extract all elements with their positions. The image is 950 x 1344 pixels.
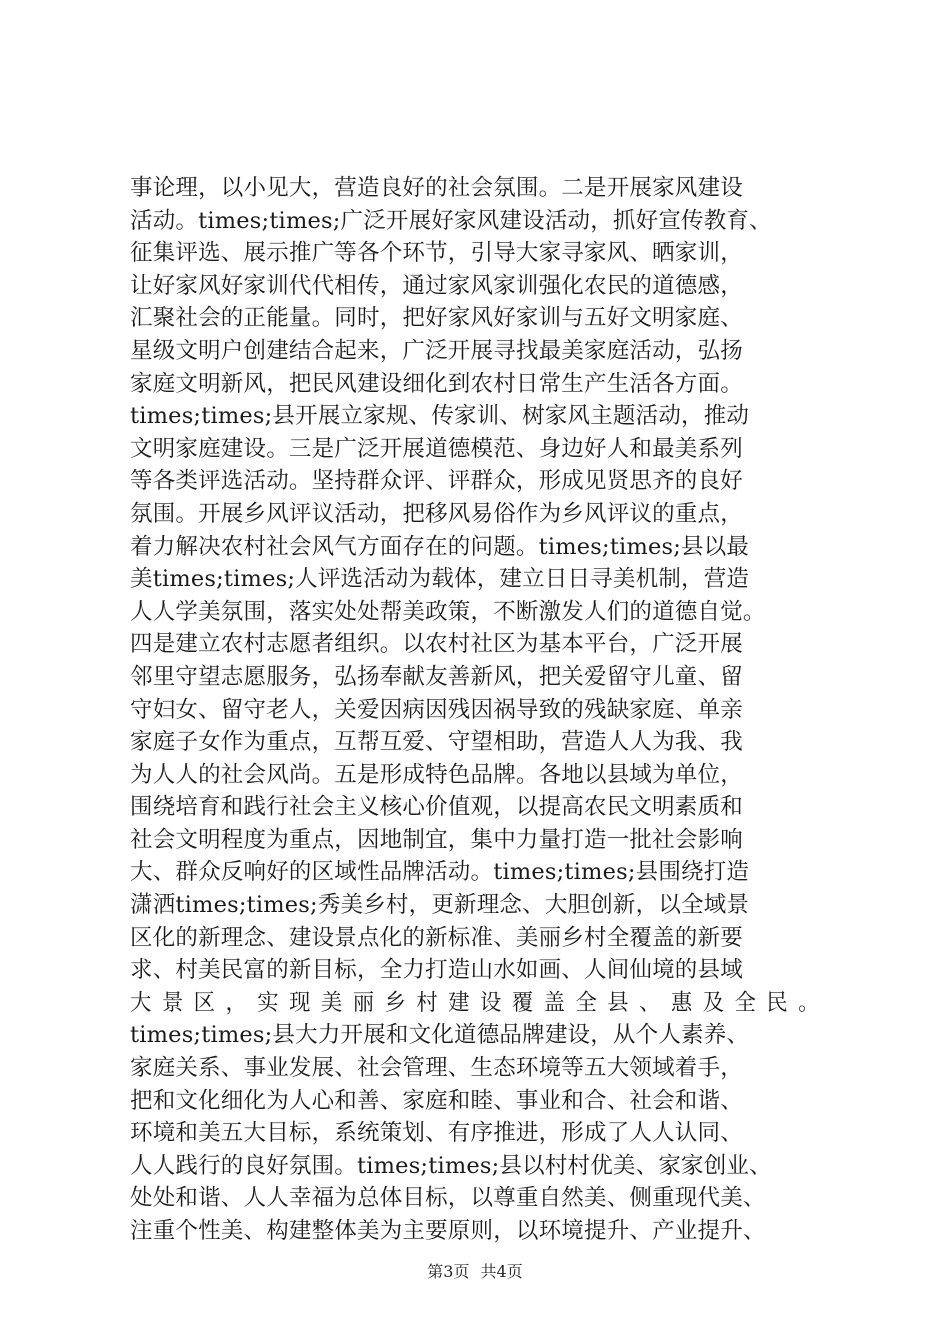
text-line: 求、村美民富的新目标，全力打造山水如画、人间仙境的县域 [130, 957, 743, 984]
text-line: times;times;县大力开展和文化道德品牌建设，从个人素养、 [130, 1022, 750, 1049]
text-line: 社会文明程度为重点，因地制宜，集中力量打造一批社会影响 [130, 826, 743, 853]
text-line: 氛围。开展乡风评议活动，把移风易俗作为乡风评议的重点， [130, 500, 743, 527]
text-line: 人人学美氛围，落实处处帮美政策，不断激发人们的道德自觉。 [130, 598, 766, 625]
text-line: 征集评选、展示推广等各个环节，引导大家寻家风、晒家训， [130, 240, 743, 267]
text-line: 家庭文明新风，把民风建设细化到农村日常生产生活各方面。 [130, 370, 743, 397]
text-line: 事论理，以小见大，营造良好的社会氛围。二是开展家风建设 [130, 175, 743, 201]
text-line: 为人人的社会风尚。五是形成特色品牌。各地以县域为单位， [130, 761, 743, 788]
page-footer [0, 1262, 950, 1282]
text-line: 家庭子女作为重点，互帮互爱、守望相助，营造人人为我、我 [130, 729, 743, 756]
page-total: 共4页 [480, 1262, 523, 1281]
text-line: 大、群众反响好的区域性品牌活动。times;times;县围绕打造 [130, 859, 750, 886]
page-number: 第3页 [427, 1262, 470, 1281]
text-line: 让好家风好家训代代相传，通过家风家训强化农民的道德感， [130, 272, 743, 299]
text-line: 汇聚社会的正能量。同时，把好家风好家训与五好文明家庭、 [130, 305, 743, 332]
text-line: 活动。times;times;广泛开展好家风建设活动，抓好宣传教育、 [130, 207, 772, 234]
text-line: 着力解决农村社会风气方面存在的问题。times;times;县以最 [130, 533, 750, 560]
text-line: 区化的新理念、建设景点化的新标准、美丽乡村全覆盖的新要 [130, 924, 743, 951]
text-line: 四是建立农村志愿者组织。以农村社区为基本平台，广泛开展 [130, 631, 743, 658]
text-line: 人人践行的良好氛围。times;times;县以村村优美、家家创业、 [130, 1152, 772, 1179]
text-line: 文明家庭建设。三是广泛开展道德模范、身边好人和最美系列 [130, 435, 743, 462]
body-text [130, 172, 830, 1248]
text-line: times;times;县开展立家规、传家训、树家风主题活动，推动 [130, 403, 750, 430]
text-line: 注重个性美、构建整体美为主要原则，以环境提升、产业提升、 [130, 1218, 766, 1244]
text-line: 美times;times;人评选活动为载体，建立日日寻美机制，营造 [130, 566, 750, 593]
text-line: 潇洒times;times;秀美乡村，更新理念、大胆创新，以全域景 [130, 892, 750, 919]
text-line: 守妇女、留守老人，关爱因病因残因祸导致的残缺家庭、单亲 [130, 696, 743, 723]
text-line: 环境和美五大目标，系统策划、有序推进，形成了人人认同、 [130, 1120, 743, 1147]
text-line: 家庭关系、事业发展、社会管理、生态环境等五大领域着手， [130, 1055, 743, 1082]
text-line: 大景区，实现美丽乡村建设覆盖全县、惠及全民。 [130, 989, 831, 1016]
text-line: 星级文明户创建结合起来，广泛开展寻找最美家庭活动，弘扬 [130, 337, 743, 364]
text-line: 围绕培育和践行社会主义核心价值观，以提高农民文明素质和 [130, 794, 743, 821]
text-line: 等各类评选活动。坚持群众评、评群众，形成见贤思齐的良好 [130, 468, 743, 495]
text-line: 处处和谐、人人幸福为总体目标，以尊重自然美、侧重现代美、 [130, 1185, 766, 1212]
text-line: 把和文化细化为人心和善、家庭和睦、事业和合、社会和谐、 [130, 1087, 743, 1114]
text-line: 邻里守望志愿服务，弘扬奉献友善新风，把关爱留守儿童、留 [130, 663, 743, 690]
